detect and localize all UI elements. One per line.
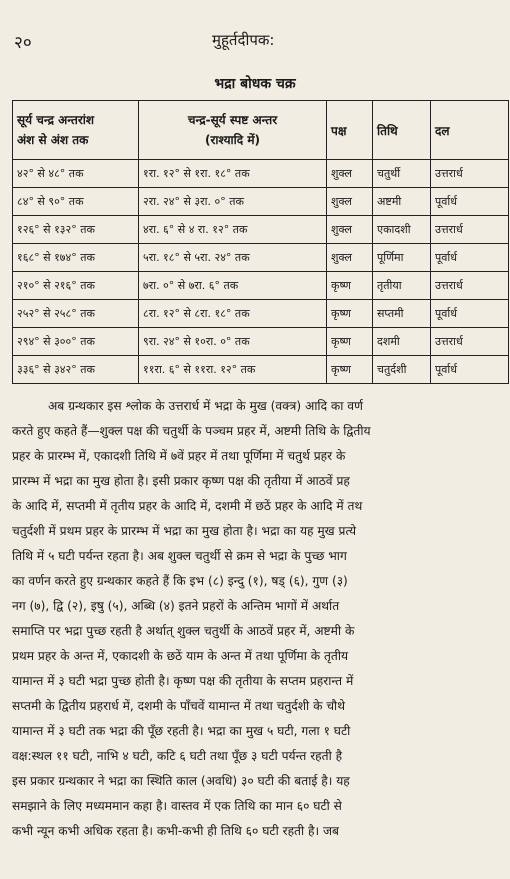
text-line: प्रहर के प्रारम्भ में, एकादशी तिथि में ७वें प्रहर में तथा पूर्णिमा में चतुर्थ प्रहर के — [12, 449, 346, 463]
table-cell: तृतीया — [373, 272, 431, 300]
text-line: नग (७), द्वि (२), इषु (५), अब्धि (४) इतने प्रहरों के अन्तिम भागों में अर्थात — [12, 599, 340, 613]
table-row — [13, 300, 509, 328]
text-line: प्रथम प्रहर के अन्त में, एकादशी के छठें याम के अन्त में तथा पूर्णिमा के तृतीय — [12, 649, 349, 663]
table-cell: उत्तरार्ध — [431, 216, 509, 244]
table-cell: १२६° से १३२° तक — [13, 216, 139, 244]
table-cell: एकादशी — [373, 216, 431, 244]
table-cell: कृष्ण — [327, 272, 373, 300]
text-line: चतुर्दशी में प्रथम प्रहर के प्रारम्भ में भद्रा का मुख होता है। भद्रा का यह मुख प्रत्ये — [12, 524, 357, 538]
table-cell: पूर्वार्ध — [431, 356, 509, 384]
text-line: कभी न्यून कभी अधिक रहता है। कभी-कभी ही तिथि ६० घटी रहती है। जब — [12, 824, 340, 838]
table-cell: २१०° से २१६° तक — [13, 272, 139, 300]
table-cell: ९रा. २४° से १०रा. ०° तक — [139, 328, 327, 356]
text-line: वक्ष:स्थल ११ घटी, नाभि ४ घटी, कटि ६ घटी तथा पूँछ ३ घटी पर्यन्त रहती है — [12, 749, 343, 763]
table-cell: उत्तरार्ध — [431, 160, 509, 188]
text-line: प्रारम्भ में भद्रा का मुख होता है। इसी प्रकार कृष्ण पक्ष की तृतीया में आठवें प्रह — [12, 474, 350, 488]
table-cell: कृष्ण — [327, 328, 373, 356]
header-line: चन्द्र-सूर्य स्पष्ट अन्तर — [187, 113, 278, 127]
page-header — [0, 30, 510, 56]
table-cell: पूर्वार्ध — [431, 300, 509, 328]
table-cell: कृष्ण — [327, 300, 373, 328]
table-row — [13, 216, 509, 244]
table-cell: ७रा. ०° से ७रा. ६° तक — [139, 272, 327, 300]
book-title: मुहूर्तदीपक: — [212, 31, 275, 49]
table-cell: सप्तमी — [373, 300, 431, 328]
table-row — [13, 244, 509, 272]
table-header-row — [13, 101, 509, 160]
table-cell: उत्तरार्ध — [431, 272, 509, 300]
table-cell: शुक्ल — [327, 160, 373, 188]
table-cell: ३३६° से ३४२° तक — [13, 356, 139, 384]
table-cell: ५रा. १८° से ५रा. २४° तक — [139, 244, 327, 272]
table-title: भद्रा बोधक चक्र — [214, 76, 296, 92]
table-cell: ४रा. ६° से ४ रा. १२° तक — [139, 216, 327, 244]
table-cell: चतुर्दशी — [373, 356, 431, 384]
text-line: समझाने के लिए मध्यममान कहा है। वास्तव में एक तिथि का मान ६० घटी से — [12, 799, 342, 813]
table-cell: कृष्ण — [327, 356, 373, 384]
column-header — [13, 101, 139, 160]
table-cell: २५२° से २५८° तक — [13, 300, 139, 328]
table-row — [13, 160, 509, 188]
table-row — [13, 328, 509, 356]
table-cell: १६८° से १७४° तक — [13, 244, 139, 272]
table-cell: २९४° से ३००° तक — [13, 328, 139, 356]
text-line: यामान्त में ३ घटी तक भद्रा की पूँछ रहती है। भद्रा का मुख ५ घटी, गला १ घटी — [12, 724, 351, 738]
text-line: इस प्रकार ग्रन्थकार ने भद्रा का स्थिति काल (अवधि) ३० घटी की बताई है। यह — [12, 774, 350, 788]
header-line: सूर्य चन्द्र अन्तरांश — [17, 113, 95, 127]
table-row — [13, 272, 509, 300]
text-line: तिथि में ५ घटी पर्यन्त रहता है। अब शुक्ल चतुर्थी से क्रम से भद्रा के पुच्छ भाग — [12, 549, 347, 563]
header-line: (राश्यादि में) — [205, 133, 260, 147]
table-cell: ११रा. ६° से ११रा. १२° तक — [139, 356, 327, 384]
table-cell: दशमी — [373, 328, 431, 356]
text-line: के आदि में, सप्तमी में तृतीय प्रहर के आदि में, दशमी में छठें प्रहर के आदि में तथ — [12, 499, 363, 513]
column-header: दल — [431, 101, 509, 160]
table-cell: शुक्ल — [327, 244, 373, 272]
table-cell: चतुर्थी — [373, 160, 431, 188]
text-line: समाप्ति पर भद्रा पुच्छ रहती है अर्थात् शुक्ल चतुर्थी के आठवें प्रहर में, अष्टमी के — [12, 624, 355, 638]
page-number: २० — [14, 33, 32, 53]
table-cell: पूर्वार्ध — [431, 244, 509, 272]
body-text — [12, 394, 508, 844]
table-cell: अष्टमी — [373, 188, 431, 216]
table-cell: पूर्णिमा — [373, 244, 431, 272]
text-line: यामान्त में ३ घटी भद्रा पुच्छ होती है। कृष्ण पक्ष की तृतीया के सप्तम प्रहरान्त में — [12, 674, 354, 688]
table-cell: ८४° से ९०° तक — [13, 188, 139, 216]
table-cell: पूर्वार्ध — [431, 188, 509, 216]
header-line: अंश से अंश तक — [17, 133, 89, 147]
table-row — [13, 356, 509, 384]
table-cell: शुक्ल — [327, 188, 373, 216]
table-cell: उत्तरार्ध — [431, 328, 509, 356]
text-line: अब ग्रन्थकार इस श्लोक के उत्तरार्ध में भद्रा के मुख (वक्त्र) आदि का वर्ण — [48, 399, 363, 413]
table-cell: ८रा. १२° से ८रा. १८° तक — [139, 300, 327, 328]
bhadra-table — [12, 100, 509, 384]
table-cell: २रा. २४° से ३रा. ०° तक — [139, 188, 327, 216]
text-line: का वर्णन करते हुए ग्रन्थकार कहते हैं कि इभ (८) इन्दु (१), षड् (६), गुण (३) — [12, 574, 348, 588]
column-header: तिथि — [373, 101, 431, 160]
table-row — [13, 188, 509, 216]
column-header — [139, 101, 327, 160]
text-line: करते हुए कहते हैं—शुक्ल पक्ष की चतुर्थी के पञ्चम प्रहर में, अष्टमी तिथि के द्वितीय — [12, 424, 371, 438]
text-line: सप्तमी के द्वितीय प्रहरार्ध में, दशमी के पाँचवें यामान्त में तथा चतुर्दशी के चौथे — [12, 699, 346, 713]
table-cell: १रा. १२° से १रा. १८° तक — [139, 160, 327, 188]
table-cell: शुक्ल — [327, 216, 373, 244]
column-header: पक्ष — [327, 101, 373, 160]
table-cell: ४२° से ४८° तक — [13, 160, 139, 188]
